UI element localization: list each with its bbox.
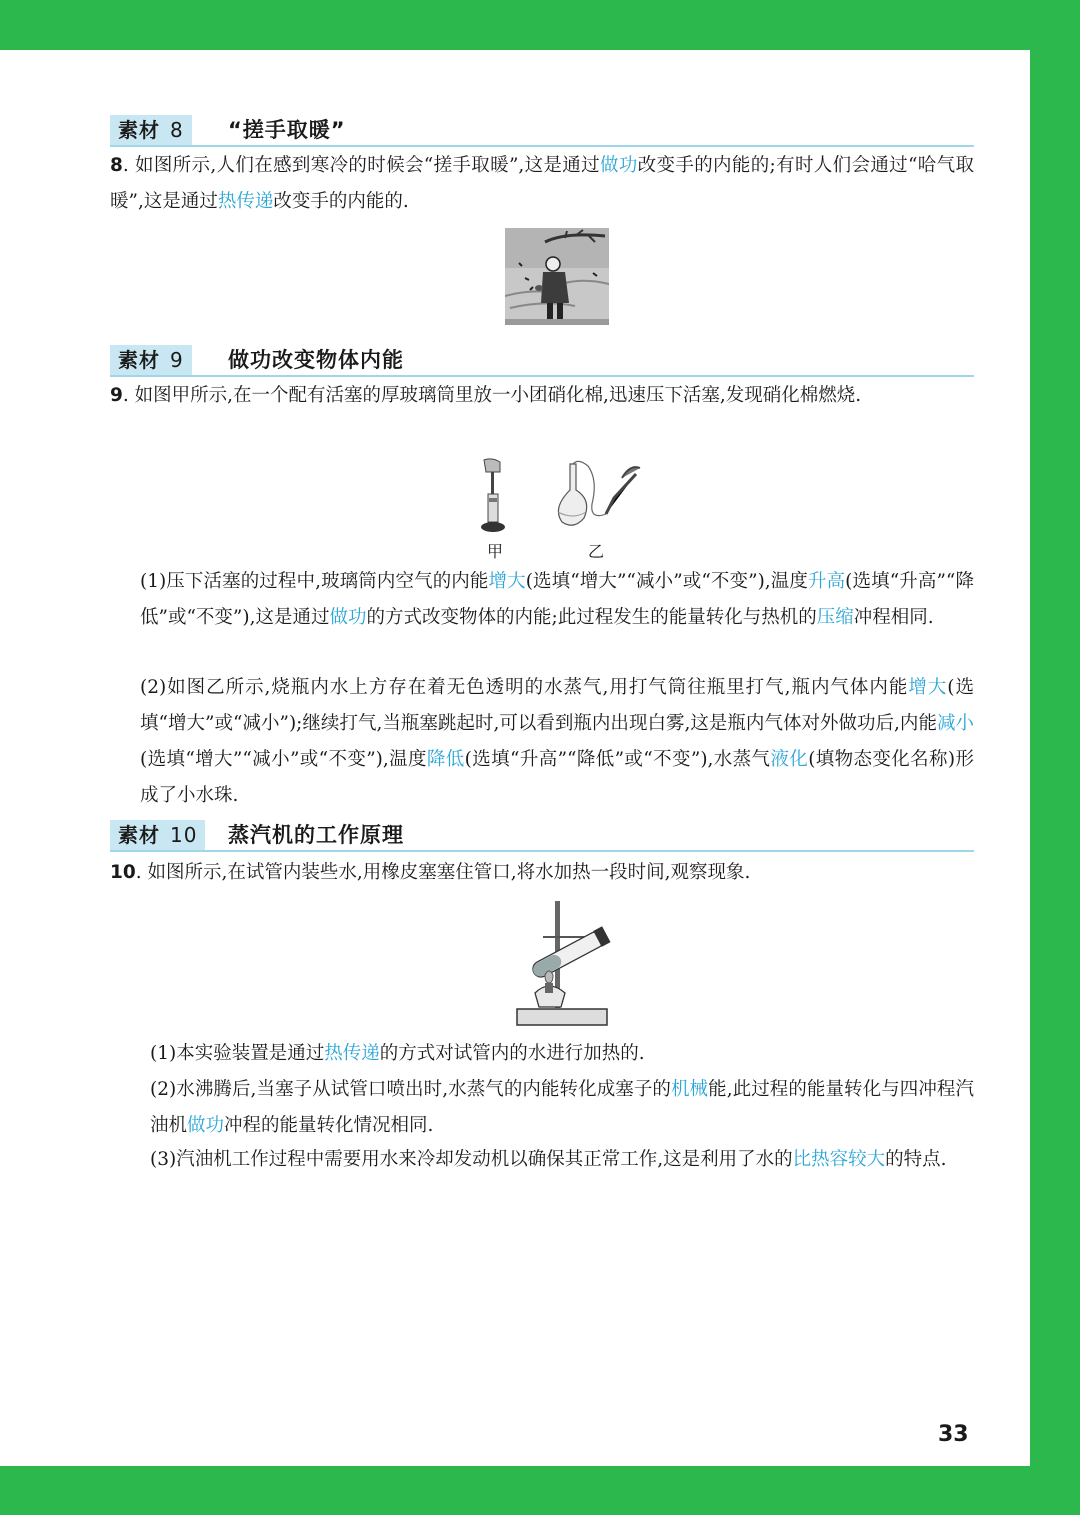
section-tag: [110, 345, 192, 375]
question-10: [110, 855, 974, 891]
text: . 如图所示,人们在感到寒冷的时候会“搓手取暖”,这是通过: [122, 155, 600, 176]
answer: 升高: [807, 571, 846, 592]
answer: 压缩: [816, 607, 854, 628]
figure-piston-cylinder: [478, 458, 508, 534]
question-9: [110, 378, 974, 414]
text: 的方式改变物体的内能;此过程发生的能量转化与热机的: [366, 607, 817, 628]
text: (1)本实验装置是通过: [150, 1043, 325, 1064]
section-title: 蒸汽机的工作原理: [228, 823, 404, 847]
text: 能,此过程的能量转化与四冲程汽油机: [150, 1079, 974, 1136]
answer: 热传递: [217, 191, 274, 212]
section-tag: [110, 820, 205, 850]
text: (选填“升高”“降低”或“不变”),这是通过: [140, 571, 974, 628]
answer: 增大: [908, 677, 948, 698]
text: . 如图甲所示,在一个配有活塞的厚玻璃筒里放一小团硝化棉,迅速压下活塞,发现硝化棉燃烧.: [122, 385, 862, 406]
section-title: 做功改变物体内能: [228, 348, 404, 372]
question-8: [110, 148, 974, 220]
answer: 做功: [599, 155, 638, 176]
answer: 做功: [329, 607, 367, 628]
question-10-part-1: [150, 1036, 974, 1072]
question-9-part-2: [140, 670, 974, 814]
answer: 比热容较大: [792, 1149, 886, 1170]
text: (选填“升高”“降低”或“不变”),水蒸气: [464, 749, 771, 770]
caption-a: 甲: [487, 542, 504, 561]
text: (填物态变化名称)形成了小水珠.: [140, 749, 974, 806]
page-number: 33: [938, 1422, 969, 1447]
tag-number: 9: [170, 348, 184, 372]
text: (选填“增大”“减小”或“不变”),温度: [525, 571, 808, 592]
text: (1)压下活塞的过程中,玻璃筒内空气的内能: [140, 571, 489, 592]
answer: 热传递: [324, 1043, 380, 1064]
tag-number: 10: [170, 823, 198, 847]
section-8-header: [110, 115, 974, 147]
figure-rubbing-hands: [505, 228, 609, 325]
text: (3)汽油机工作过程中需要用水来冷却发动机以确保其正常工作,这是利用了水的: [150, 1149, 793, 1170]
text: 冲程的能量转化情况相同.: [224, 1115, 434, 1136]
tag-label: 素材: [118, 823, 160, 847]
answer: 减小: [936, 713, 974, 734]
answer: 做功: [187, 1115, 225, 1136]
question-9-part-1: [140, 564, 974, 636]
text: 的方式对试管内的水进行加热的.: [379, 1043, 645, 1064]
figure-flask-pump: [548, 460, 642, 532]
caption-b: 乙: [588, 542, 605, 561]
text: (2)水沸腾后,当塞子从试管口喷出时,水蒸气的内能转化成塞子的: [150, 1079, 671, 1100]
text: (选填“增大”或“减小”);继续打气,当瓶塞跳起时,可以看到瓶内出现白雾,这是瓶内气体对外做功后,内能: [140, 677, 974, 734]
text: 改变手的内能的;有时人们会通过“哈气取暖”,这是通过: [110, 155, 974, 212]
section-tag: [110, 115, 192, 145]
answer: 机械: [670, 1079, 709, 1100]
text: 改变手的内能的.: [273, 191, 409, 212]
question-10-part-3: [150, 1142, 974, 1178]
answer: 降低: [426, 749, 465, 770]
section-9-header: [110, 345, 974, 377]
text: (选填“增大”“减小”或“不变”),温度: [140, 749, 427, 770]
question-number: 9: [110, 385, 123, 406]
answer: 液化: [770, 749, 809, 770]
tag-label: 素材: [118, 118, 160, 142]
section-10-header: [110, 820, 974, 852]
question-number: 8: [110, 155, 123, 176]
text: . 如图所示,在试管内装些水,用橡皮塞塞住管口,将水加热一段时间,观察现象.: [135, 862, 751, 883]
tag-label: 素材: [118, 348, 160, 372]
question-10-part-2: [150, 1072, 974, 1144]
tag-number: 8: [170, 118, 184, 142]
text: 的特点.: [885, 1149, 947, 1170]
section-title: “搓手取暖”: [228, 118, 346, 142]
text: (2)如图乙所示,烧瓶内水上方存在着无色透明的水蒸气,用打气筒往瓶里打气,瓶内气体内能: [140, 677, 909, 698]
question-number: 10: [110, 862, 136, 883]
text: 冲程相同.: [853, 607, 934, 628]
figure-test-tube-heating: [515, 897, 615, 1029]
answer: 增大: [488, 571, 526, 592]
